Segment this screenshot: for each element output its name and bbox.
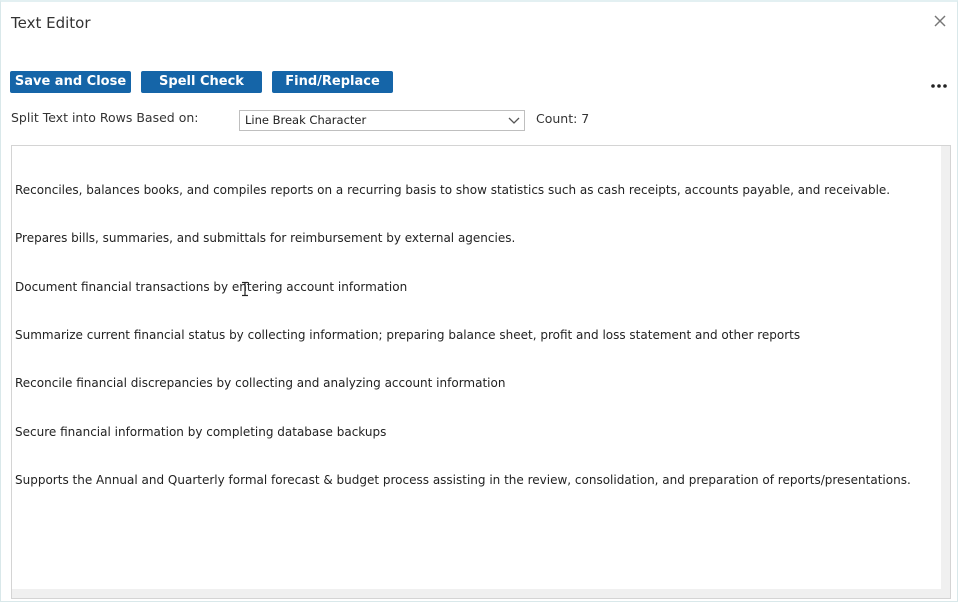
vertical-scrollbar[interactable] <box>941 146 950 598</box>
text-area-content <box>15 150 938 520</box>
text-line: Reconciles, balances books, and compiles reports on a recurring basis to show statistics such as cash receipts, accounts payable, and receivable. <box>15 183 891 198</box>
split-mode-value: Line Break Character <box>245 113 367 127</box>
find-replace-button[interactable]: Find/Replace <box>272 71 393 93</box>
chevron-down-icon <box>507 112 521 128</box>
text-line: Document financial transactions by entering account information <box>15 279 408 294</box>
split-mode-select[interactable] <box>239 110 525 131</box>
text-line: Summarize current financial status by collecting information; preparing balance sheet, profit and loss statement and other reports <box>15 328 801 343</box>
text-line: Secure financial information by completing database backups <box>15 424 387 439</box>
save-and-close-button[interactable]: Save and Close <box>10 71 131 93</box>
text-line: Supports the Annual and Quarterly formal forecast & budget process assisting in the review, consolidation, and preparation of reports/presentations. <box>15 472 911 487</box>
split-rows-label: Split Text into Rows Based on: <box>11 110 199 125</box>
dialog-title: Text Editor <box>11 14 91 32</box>
close-icon[interactable] <box>932 13 948 29</box>
row-count: Count: 7 <box>536 111 590 126</box>
text-line: Reconcile financial discrepancies by collecting and analyzing account information <box>15 376 506 391</box>
text-area[interactable] <box>11 145 951 599</box>
horizontal-scrollbar[interactable] <box>12 589 950 598</box>
spell-check-button[interactable]: Spell Check <box>141 71 262 93</box>
text-cursor-icon <box>240 281 250 297</box>
text-line: Prepares bills, summaries, and submittals for reimbursement by external agencies. <box>15 231 516 246</box>
more-horizontal-icon[interactable] <box>930 80 948 94</box>
